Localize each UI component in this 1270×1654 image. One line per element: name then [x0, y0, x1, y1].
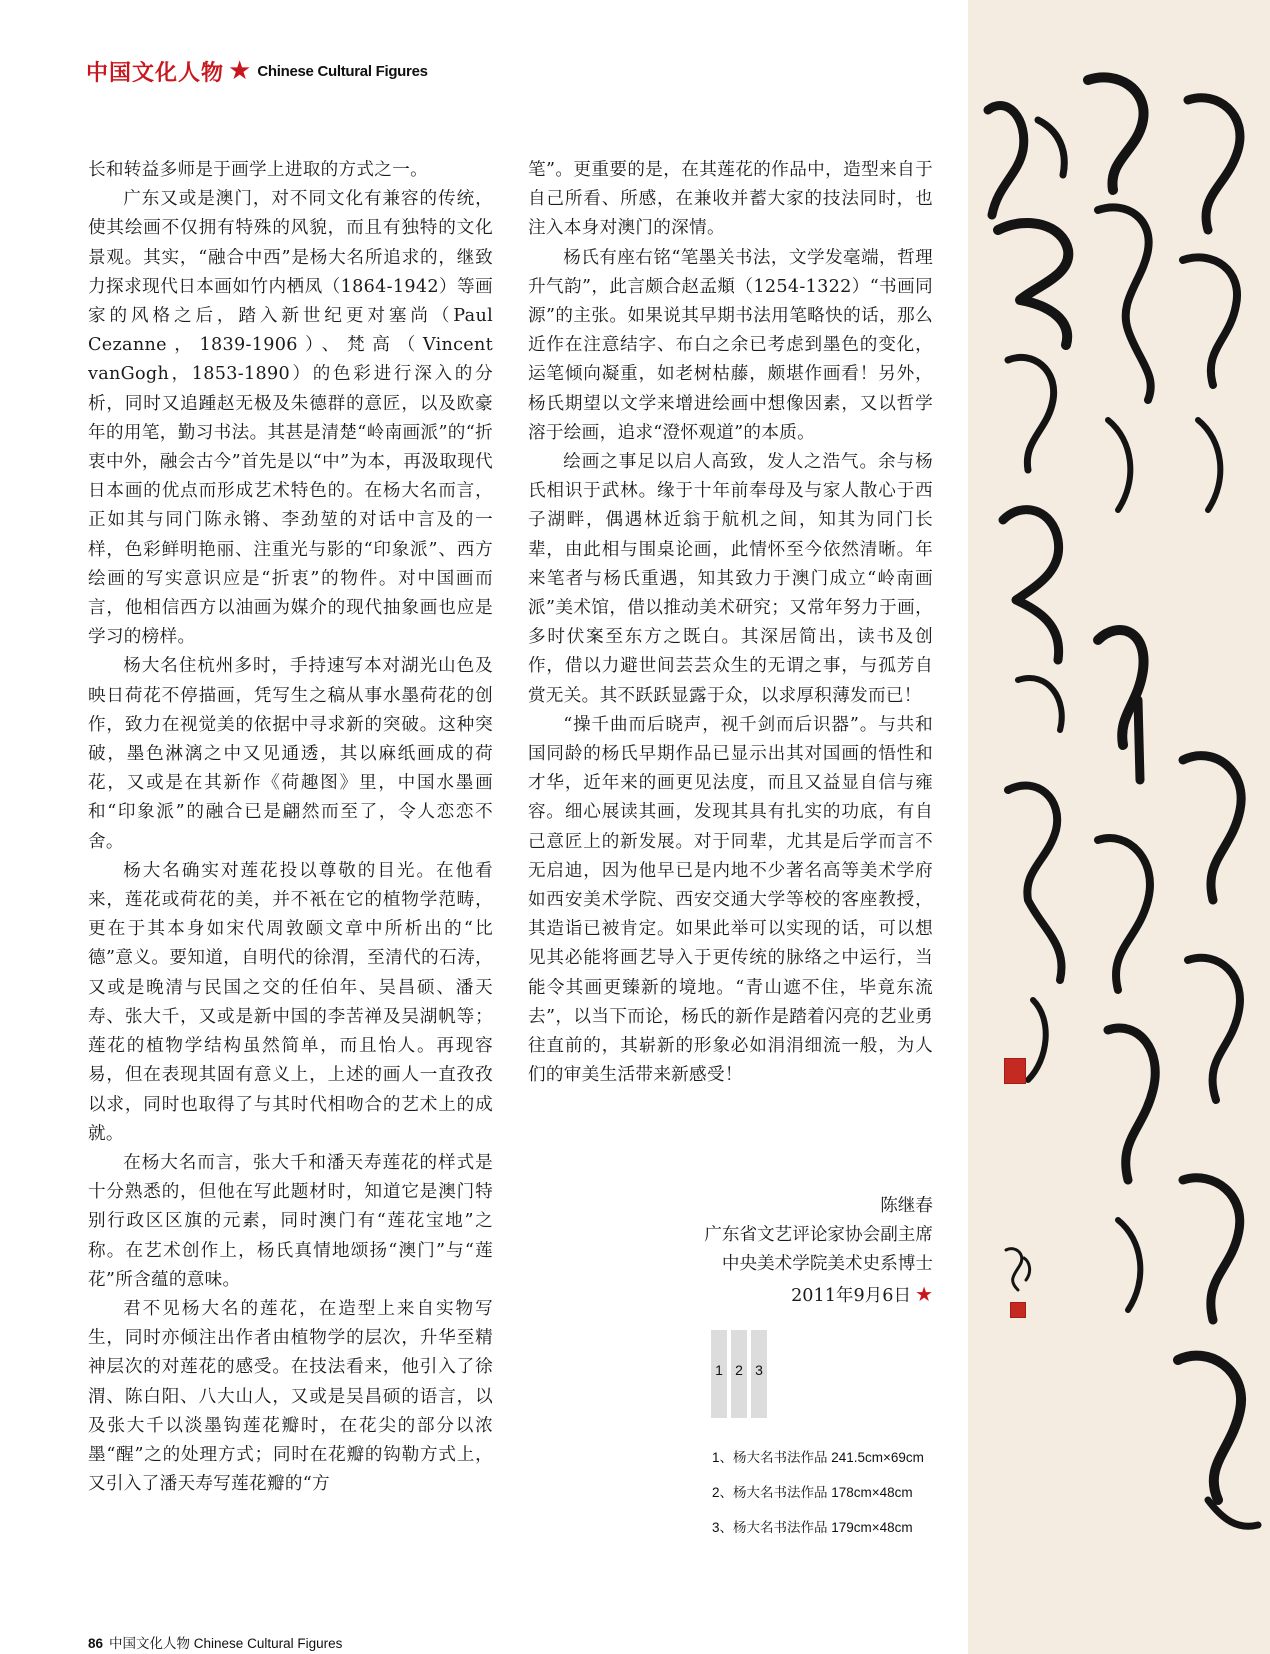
artist-seal-icon: [1004, 1058, 1026, 1084]
paragraph: 广东又或是澳门，对不同文化有兼容的传统，使其绘画不仅拥有特殊的风貌，而且有独特的文化景观。其实，“融合中西”是杨大名所追求的，继致力探求现代日本画如竹内栖凤（1864-1942）等画家的风格之后，踏入新世纪更对塞尚（Paul Cezanne，1839-1906）、梵高（Vincent vanGogh，1853-1890）的色彩进行深入的分析，同时又追踵赵无极及朱德群的意匠，以及欧豪年的用笔，勤习书法。其甚是清楚“岭南画派”的“折衷中外，融会古今”首先是以“中”为本，再汲取现代日本画的优点而形成艺术特色的。在杨大名而言，正如其与同门陈永锵、李劲堃的对话中言及的一样，色彩鲜明艳丽、注重光与影的“印象派”、西方绘画的写实意识应是“折衷”的物件。对中国画而言，他相信西方以油画为媒介的现代抽象画也应是学习的榜样。: [88, 189, 493, 648]
figure-number: 3: [755, 1362, 763, 1378]
signature-date-line: [640, 1280, 933, 1311]
footer-title: 中国文化人物 Chinese Cultural Figures: [109, 1636, 343, 1651]
author-signature: [640, 1192, 933, 1311]
figure-caption: 3、杨大名书法作品 179cm×48cm: [712, 1520, 913, 1535]
magazine-logo-en: Chinese Cultural Figures: [257, 62, 428, 80]
figure-index-bar: [751, 1330, 767, 1418]
figure-index-bars: [711, 1330, 767, 1418]
paragraph: 杨大名确实对莲花投以尊敬的目光。在他看来，莲花或荷花的美，并不衹在它的植物学范畴，更在于其本身如宋代周敦颐文章中所析出的“比德”意义。要知道，自明代的徐渭，至清代的石涛，又或是晚清与民国之交的任伯年、吴昌硕、潘天寿、张大千，又或是新中国的李苦禅及吴湖帆等；莲花的植物学结构虽然简单，而且怡人。再现容易，但在表现其固有意义上，上述的画人一直孜孜以求，同时也取得了与其时代相吻合的艺术上的成就。: [88, 860, 493, 1144]
magazine-header: [86, 56, 428, 86]
figure-captions: [712, 1448, 924, 1553]
article-right-column: [528, 156, 933, 1091]
paragraph: 在杨大名而言，张大千和潘天寿莲花的样式是十分熟悉的，但他在写此题材时，知道它是澳门特别行政区区旗的元素，同时澳门有“莲花宝地”之称。在艺术创作上，杨氏真情地颂扬“澳门”与“莲花”所含蕴的意味。: [88, 1152, 493, 1290]
red-star-icon: ★: [228, 56, 252, 86]
figure-caption: 1、杨大名书法作品 241.5cm×69cm: [712, 1450, 924, 1465]
paragraph: 君不见杨大名的莲花，在造型上来自实物写生，同时亦倾注出作者由植物学的层次，升华至精神层次的对莲花的感受。在技法看来，他引入了徐渭、陈白阳、八大山人，又或是吴昌硕的语言，以及张大千以淡墨钩莲花瓣时，在花尖的部分以浓墨“醒”之的处理方式；同时在花瓣的钩勒方式上，又引入了潘天寿写莲花瓣的“方: [88, 1298, 493, 1495]
author-name: 陈继春: [880, 1196, 933, 1216]
author-title-2: 中央美术学院美术史系博士: [721, 1254, 933, 1275]
red-star-icon: ★: [915, 1281, 933, 1306]
paragraph: “操千曲而后晓声，视千剑而后识器”。与共和国同龄的杨氏早期作品已显示出其对国画的悟性和才华，近年来的画更见法度，而且又益显自信与雍容。细心展读其画，发现其具有扎实的功底，有自己意匠上的新发展。对于同辈，尤其是后学而言不无启迪，因为他早已是内地不少著名高等美术学府如西安美术学院、西安交通大学等校的客座教授，其造诣已被肯定。如果此举可以实现的话，可以想见其必能将画艺导入于更传统的脉络之中运行，当能令其画更臻新的境地。“青山遮不住，毕竟东流去”，以当下而论，杨氏的新作是踏着闪亮的艺业勇往直前的，其崭新的形象必如涓涓细流一般，为人们的审美生活带来新感受！: [528, 714, 933, 1086]
figure-number: 2: [735, 1362, 743, 1378]
page-footer: [88, 1632, 342, 1652]
article-left-column: [88, 156, 493, 1499]
calligraphy-artwork: [968, 0, 1270, 1654]
paragraph: 绘画之事足以启人高致，发人之浩气。余与杨氏相识于武林。缘于十年前奉母及与家人散心于西子湖畔，偶遇林近翁于航机之间，知其为同门长辈，由此相与围桌论画，此情怀至今依然清晰。年来笔者与杨氏重遇，知其致力于澳门成立“岭南画派”美术馆，借以推动美术研究；又常年努力于画，多时伏案至东方之既白。其深居简出，读书及创作，借以力避世间芸芸众生的无谓之事，与孤芳自赏无关。其不跃跃显露于众，以求厚积薄发而已！: [528, 452, 933, 706]
magazine-logo-cn: 中国文化人物: [86, 59, 225, 86]
calligraphy-brush-strokes: [968, 0, 1270, 1654]
signature-date: 2011年9月6日: [791, 1285, 912, 1306]
figure-index-bar: [711, 1330, 727, 1418]
paragraph: 杨大名住杭州多时，手持速写本对湖光山色及映日荷花不停描画，凭写生之稿从事水墨荷花的创作，致力在视觉美的依据中寻求新的突破。这种突破，墨色淋漓之中又见通透，其以麻纸画成的荷花，又或是在其新作《荷趣图》里，中国水墨画和“印象派”的融合已是翩然而至了，令人恋恋不舍。: [88, 656, 493, 852]
figure-index-bar: [731, 1330, 747, 1418]
figure-number: 1: [715, 1362, 723, 1378]
paragraph: 笔”。更重要的是，在其莲花的作品中，造型来自于自己所看、所感，在兼收并蓄大家的技法同时，也注入本身对澳门的深情。: [528, 160, 933, 239]
paragraph: 长和转益多师是于画学上进取的方式之一。: [88, 160, 428, 180]
artist-seal-icon: [1010, 1302, 1026, 1318]
page-number: 86: [88, 1636, 104, 1651]
paragraph: 杨氏有座右铭“笔墨关书法，文学发毫端，哲理升气韵”，此言颇合赵孟頫（1254-1322）“书画同源”的主张。如果说其早期书法用笔略快的话，那么近作在注意结字、布白之余已考虑到墨色的变化，运笔倾向凝重，如老树枯藤，颇堪作画看！另外，杨氏期望以文学来增进绘画中想像因素，又以哲学溶于绘画，追求“澄怀观道”的本质。: [528, 247, 933, 443]
author-title-1: 广东省文艺评论家协会副主席: [704, 1225, 933, 1246]
figure-caption: 2、杨大名书法作品 178cm×48cm: [712, 1485, 913, 1500]
